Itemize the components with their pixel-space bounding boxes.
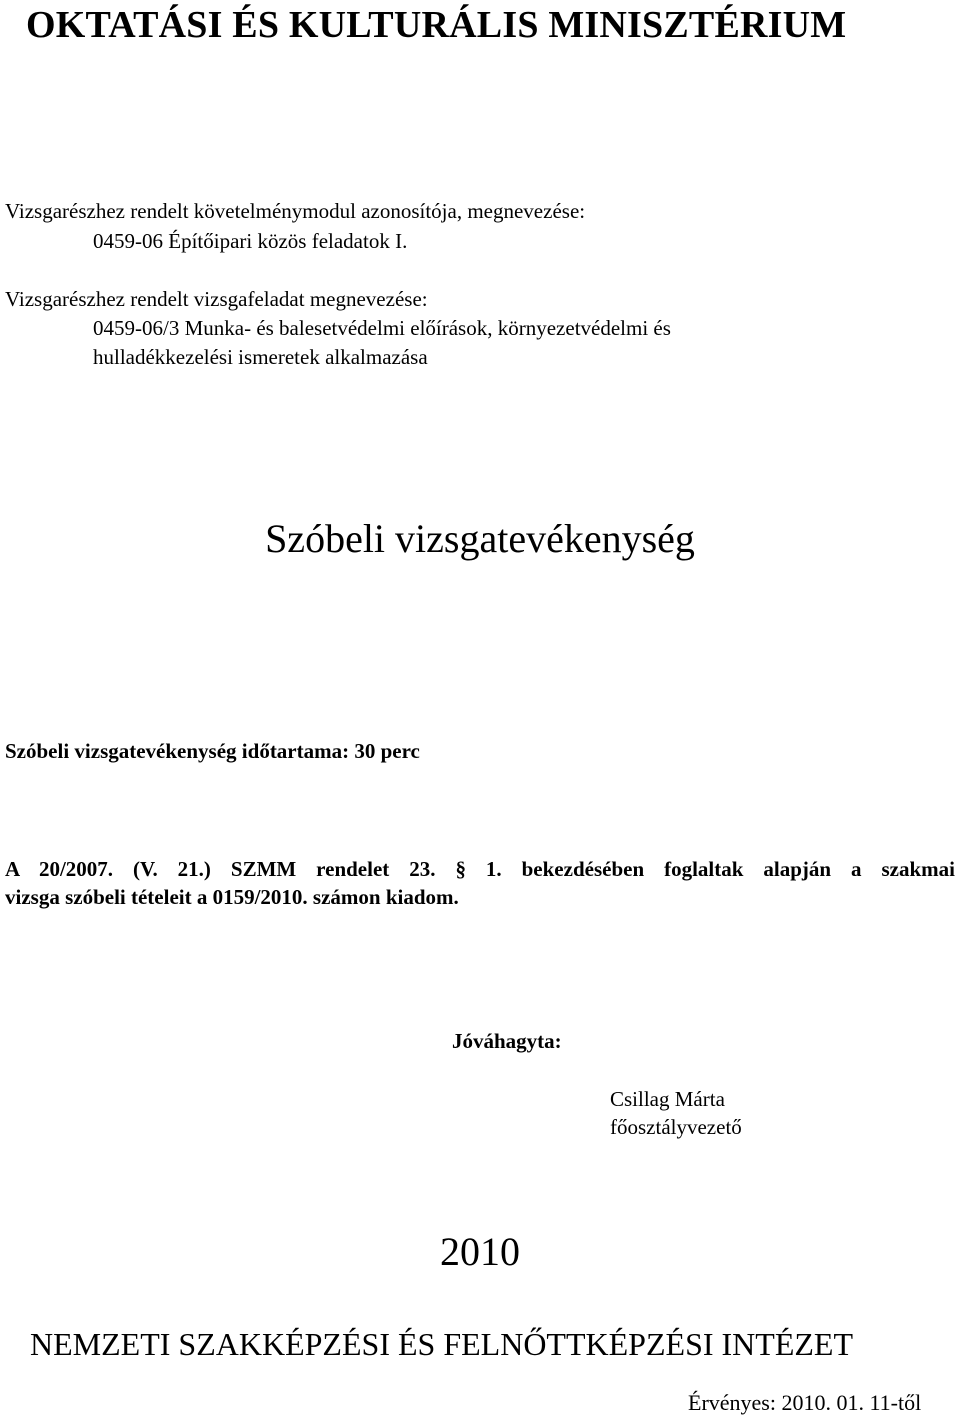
- task-value-line1: 0459-06/3 Munka- és balesetvédelmi előírások, környezetvédelmi és: [93, 316, 671, 340]
- validity-date: Érvényes: 2010. 01. 11-től: [688, 1390, 922, 1415]
- signer-name: Csillag Márta: [610, 1087, 725, 1111]
- institute-name: NEMZETI SZAKKÉPZÉSI ÉS FELNŐTTKÉPZÉSI INTÉZET: [30, 1326, 854, 1362]
- decree-line1: A 20/2007. (V. 21.) SZMM rendelet 23. § 1. bekezdésében foglaltak alapján a szakmai: [5, 857, 955, 881]
- exam-duration: Szóbeli vizsgatevékenység időtartama: 30 perc: [5, 739, 420, 763]
- signer-role: főosztályvezető: [610, 1115, 742, 1139]
- approval-label: Jóváhagyta:: [452, 1029, 562, 1053]
- decree-line2: vizsga szóbeli tételeit a 0159/2010. számon kiadom.: [5, 885, 459, 909]
- module-value: 0459-06 Építőipari közös feladatok I.: [93, 229, 408, 253]
- decree-paragraph: [5, 855, 955, 911]
- publication-year: 2010: [440, 1229, 520, 1274]
- ministry-heading: OKTATÁSI ÉS KULTURÁLIS MINISZTÉRIUM: [26, 4, 847, 46]
- task-value-line2: hulladékkezelési ismeretek alkalmazása: [93, 345, 428, 369]
- document-title: Szóbeli vizsgatevékenység: [265, 516, 695, 561]
- signer-block: [610, 1085, 742, 1141]
- task-label: Vizsgarészhez rendelt vizsgafeladat megnevezése:: [5, 287, 428, 311]
- module-label: Vizsgarészhez rendelt követelménymodul azonosítója, megnevezése:: [5, 199, 586, 223]
